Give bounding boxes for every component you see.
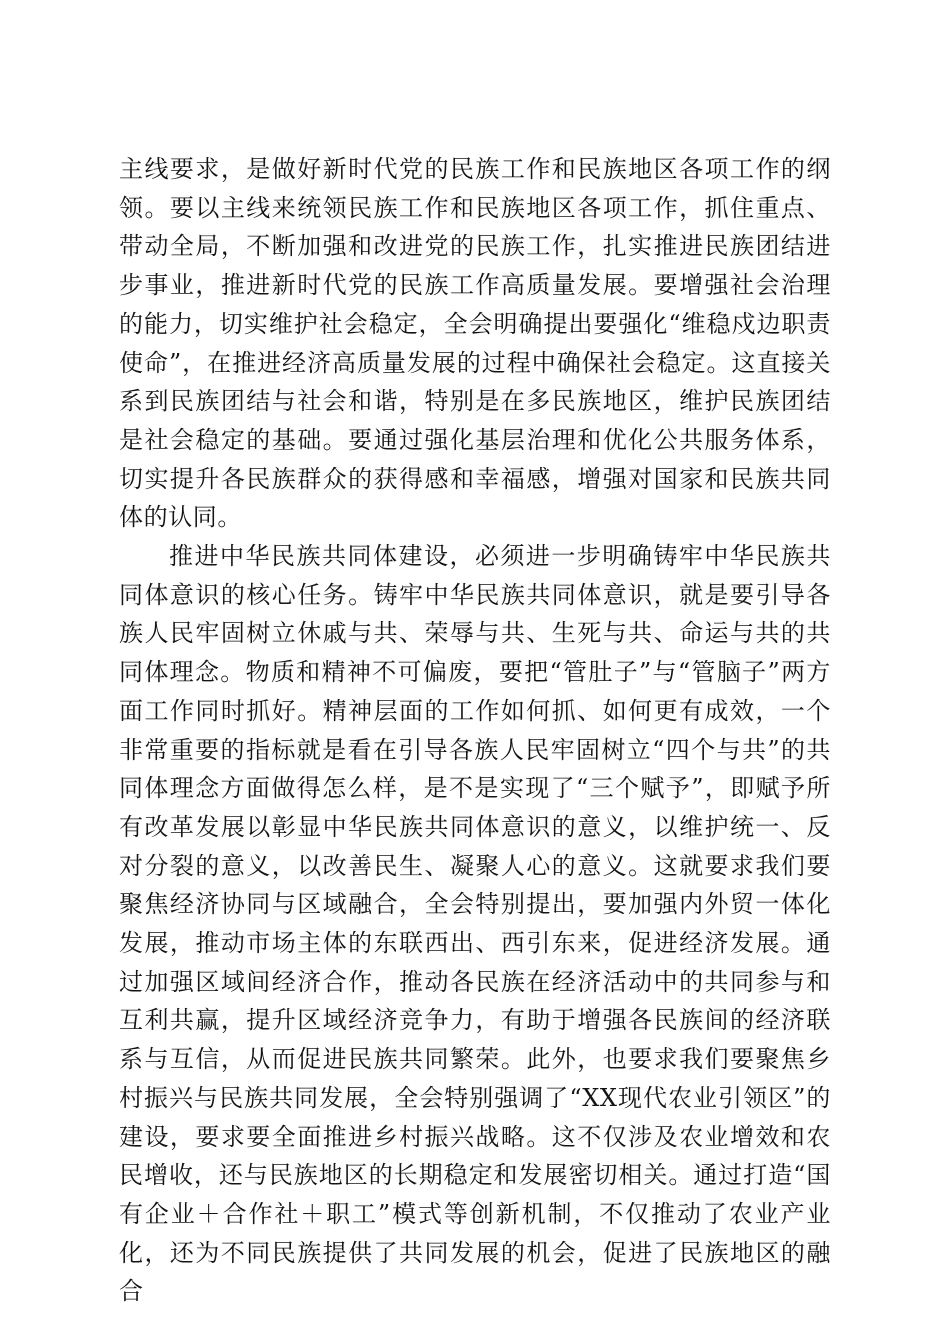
paragraph: 推进中华民族共同体建设，必须进一步明确铸牢中华民族共同体意识的核心任务。铸牢中华民族共同体意识，就是要引导各族人民牢固树立休戚与共、荣辱与共、生死与共、命运与共的共同体理念。物质和精神不可偏废，要把“管肚子”与“管脑子”两方面工作同时抓好。精神层面的工作如何抓、如何更有成效，一个非常重要的指标就是看在引导各族人民牢固树立“四个与共”的共同体理念方面做得怎么样，是不是实现了“三个赋予”，即赋予所有改革发展以彰显中华民族共同体意识的意义，以维护统一、反对分裂的意义，以改善民生、凝聚人心的意义。这就要求我们要聚焦经济协同与区域融合，全会特别提出，要加强内外贸一体化发展，推动市场主体的东联西出、西引东来，促进经济发展。通过加强区域间经济合作，推动各民族在经济活动中的共同参与和互利共赢，提升区域经济竞争力，有助于增强各民族间的经济联系与互信，从而促进民族共同繁荣。此外，也要求我们要聚焦乡村振兴与民族共同发展，全会特别强调了“XX现代农业引领区”的建设，要求要全面推进乡村振兴战略。这不仅涉及农业增效和农民增收，还与民族地区的长期稳定和发展密切相关。通过打造“国有企业＋合作社＋职工”模式等创新机制，不仅推动了农业产业化，还为不同民族提供了共同发展的机会，促进了民族地区的融合: [119, 542, 831, 1306]
document-body: [119, 150, 831, 1311]
paragraph-continued: 主线要求，是做好新时代党的民族工作和民族地区各项工作的纲领。要以主线来统领民族工作和民族地区各项工作，抓住重点、带动全局，不断加强和改进党的民族工作，扎实推进民族团结进步事业，推进新时代党的民族工作高质量发展。要增强社会治理的能力，切实维护社会稳定，全会明确提出要强化“维稳戍边职责使命”，在推进经济高质量发展的过程中确保社会稳定。这直接关系到民族团结与社会和谐，特别是在多民族地区，维护民族团结是社会稳定的基础。要通过强化基层治理和优化公共服务体系，切实提升各民族群众的获得感和幸福感，增强对国家和民族共同体的认同。: [119, 155, 831, 532]
